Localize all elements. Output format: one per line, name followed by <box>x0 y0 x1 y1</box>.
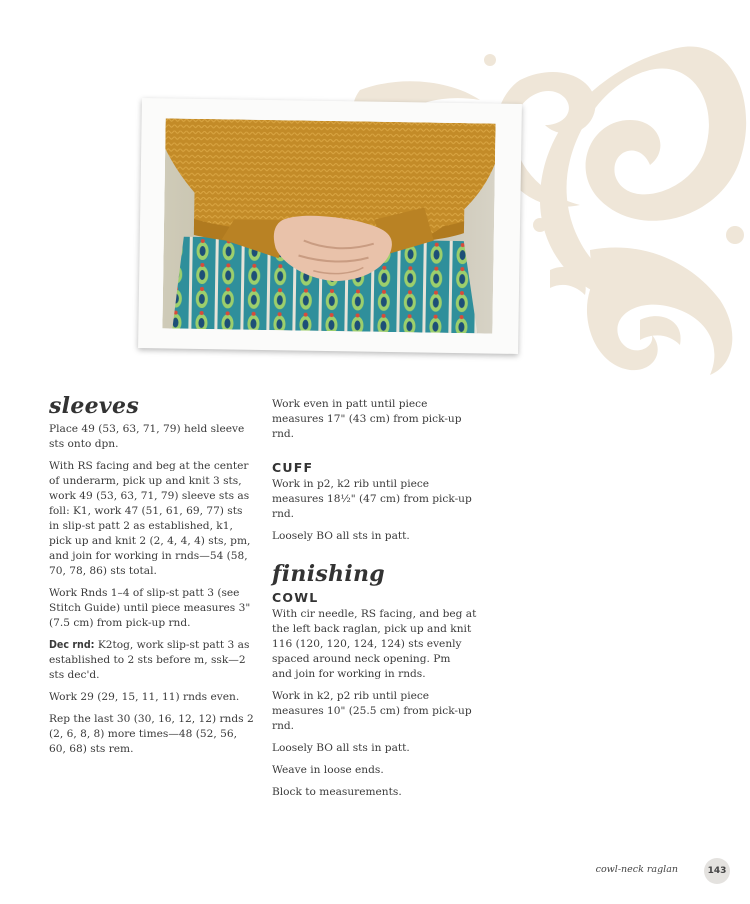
cuff-heading: CUFF <box>272 460 314 475</box>
cuff-paragraph: Work in p2, k2 rib until piece measures 18½" (47 cm) from pick-up rnd. <box>272 478 472 520</box>
sweater-photo <box>162 118 495 333</box>
sleeves-continued-paragraph: Work even in patt until piece measures 17" (43 cm) from pick-up rnd. <box>272 398 462 440</box>
cowl-heading: COWL <box>272 590 319 605</box>
sleeves-heading: sleeves <box>49 393 140 419</box>
cowl-paragraph: Work in k2, p2 rib until piece measures 10" (25.5 cm) from pick-up rnd. <box>272 690 472 732</box>
running-footer-title: cowl-neck raglan <box>595 864 678 875</box>
sleeves-paragraph: Place 49 (53, 63, 71, 79) held sleeve sts onto dpn. <box>49 423 245 450</box>
sleeves-paragraph: Work 29 (29, 15, 11, 11) rnds even. <box>49 691 240 703</box>
dec-rnd-paragraph <box>49 638 254 683</box>
page-number-badge <box>704 858 730 884</box>
sleeves-paragraph: With RS facing and beg at the center of underarm, pick up and knit 3 sts, work 49 (53, 63, 71, 79) sleeve sts as foll: K1, work 47 (51, 61, 69, 77) sts in slip-st patt 2 as established, k1, pick up and knit 2 (2, 4, 4, 4) sts, pm, and join for working in rnds—54 (58, 70, 78, 86) sts total. <box>49 460 251 577</box>
page-number: 143 <box>707 866 727 876</box>
right-column <box>272 397 482 807</box>
cowl-paragraph: With cir needle, RS facing, and beg at the left back raglan, pick up and knit 116 (120, 120, 124, 124) sts evenly spaced around neck opening. Pm <box>272 608 477 665</box>
sleeves-paragraph: Rep the last 30 (30, 16, 12, 12) rnds 2 (2, 6, 8, 8) more times—48 (52, 56, 60, 68) sts rem. <box>49 713 254 755</box>
sleeves-paragraph: Work Rnds 1–4 of slip-st patt 3 (see Stitch Guide) until piece measures 3" (7.5 cm) from pick-up rnd. <box>49 587 251 629</box>
page-footer <box>560 858 730 884</box>
cowl-paragraph: Block to measurements. <box>272 786 402 798</box>
cowl-paragraph: Weave in loose ends. <box>272 764 384 776</box>
finishing-heading: finishing <box>272 561 385 587</box>
cowl-paragraph: Loosely BO all sts in patt. <box>272 742 410 754</box>
cuff-paragraph: Loosely BO all sts in patt. <box>272 530 410 542</box>
dec-rnd-label: Dec rnd: <box>49 639 95 651</box>
dec-rnd-text: K2tog, work slip-st patt 3 as established to 2 sts before m, ssk—2 sts dec'd. <box>49 639 250 681</box>
left-column <box>49 392 254 764</box>
photo-frame <box>138 98 522 354</box>
cowl-paragraph: and join for working in rnds. <box>272 668 426 680</box>
